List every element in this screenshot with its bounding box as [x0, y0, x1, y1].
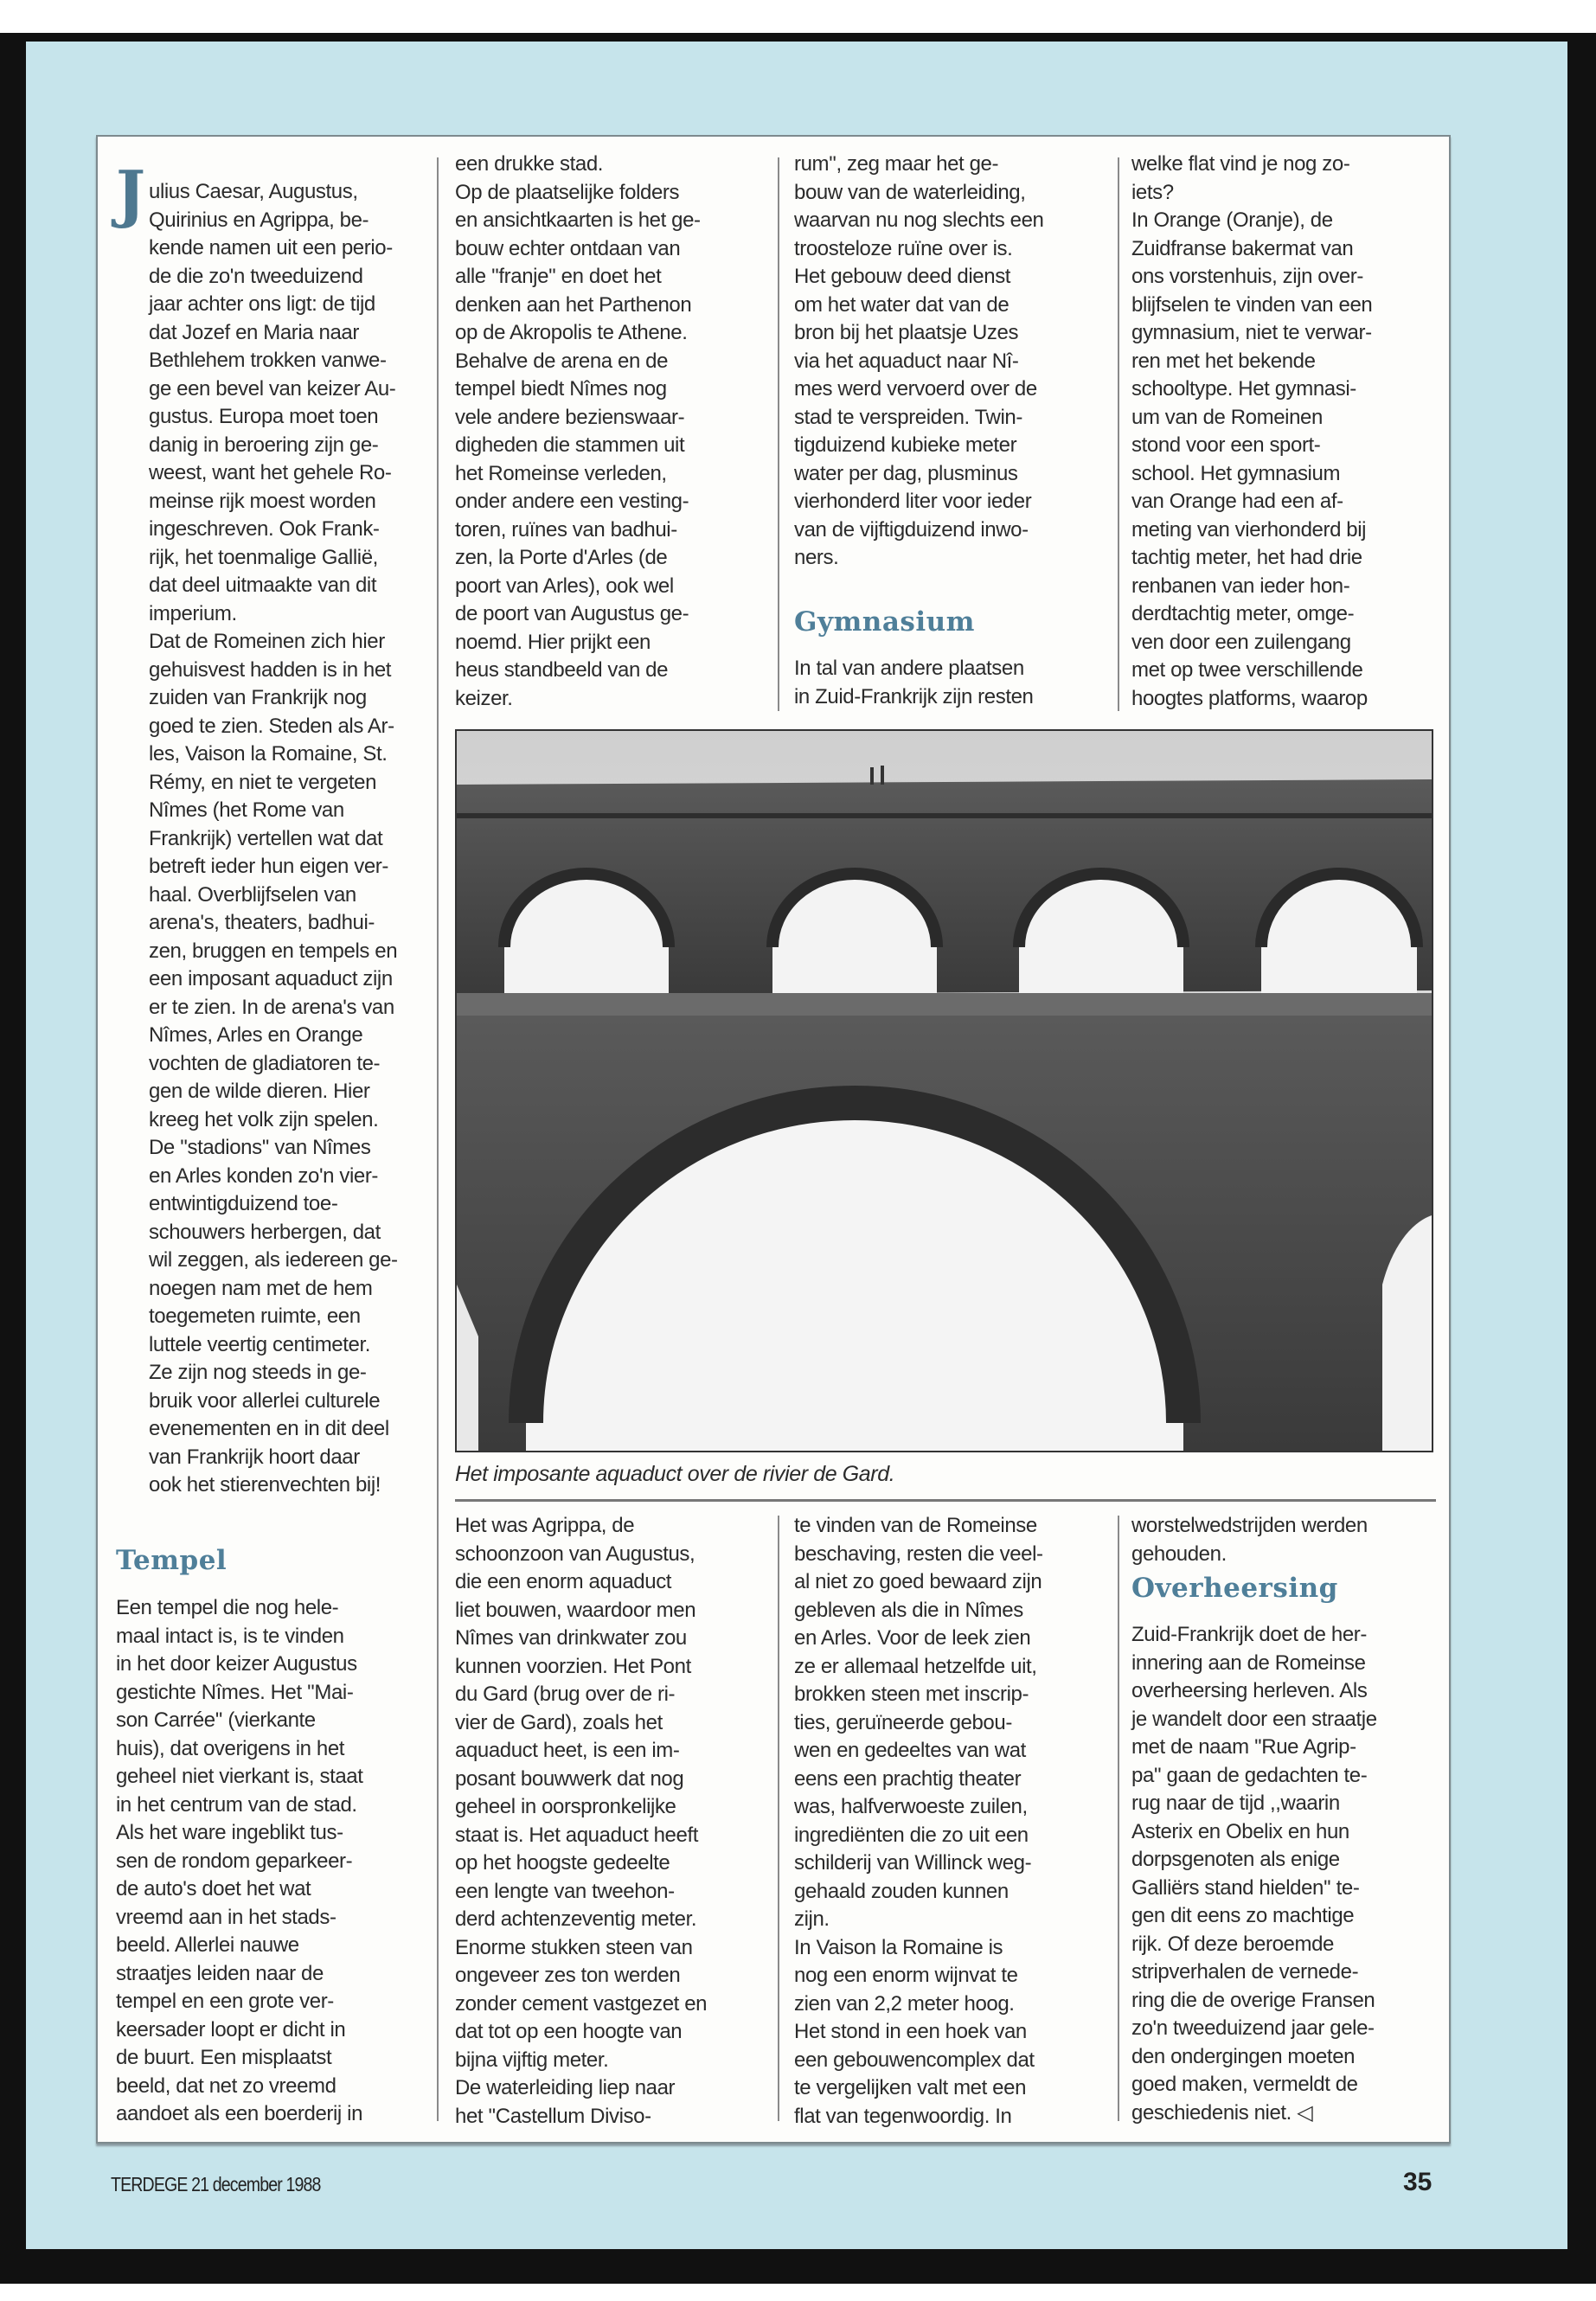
column-2-bottom-text: Het was Agrippa, de schoonzoon van Augustus, die een enorm aquaduct liet bouwen, waardoor men Nîmes van drinkwater zou kunnen voorzien. Het Pont du Gard (brug over de ri- vier de Gard), zoals het aquaduct heet, is een im- posant bouwwerk dat nog geheel in oorspronkelijke staat is. Het aquaduct heeft op het hoogste gedeelte een lengte van tweehon- derd achtenzeventig meter. Enorme stukken steen van ongeveer zes ton werden zonder cement vastgezet en dat tot op een hoogte van bijna vijftig meter. De waterleiding liep naar het ''Castellum Diviso-: [455, 1514, 708, 2128]
column-1-intro-text: ulius Caesar, Augustus, Quirinius en Agrippa, be- kende namen uit een perio- de die zo'n tweeduizend jaar achter ons ligt: de tijd dat Jozef en Maria naar Bethlehem trokken vanwe- ge een bevel van keizer Au- gustus. Europa moet toen danig in beroering zijn ge- weest, want het gehele Ro- meinse rijk moest worden ingeschreven. Ook Frank- rijk, het toenmalige Gallië, dat deel uitmaakte van dit imperium. Dat de Romeinen zich hier gehuisvest hadden is in het zuiden van Frankrijk nog goed te zien. Steden als Ar- les, Vaison la Romaine, St. Rémy, en niet te vergeten Nîmes (het Rome van Frankrijk) vertellen wat dat betreft ieder hun eigen ver- haal. Overblijfselen van arena's, theaters, badhui- zen, bruggen en tempels en een imposant aquaduct zijn er te zien. In de arena's van Nîmes, Arles en Orange vochten de gladiatoren te- gen de wilde dieren. Hier kreeg het volk zijn spelen. De ''stadions'' van Nîmes en Arles konden zo'n vier- entwintigduizend toe- schouwers herbergen, dat wil zeggen, als iedereen ge- noegen nam met de hem toegemeten ruimte, een luttele veertig centimeter. Ze zijn nog steeds in ge- bruik voor allerlei culturele evenementen en in dit deel van Frankrijk hoort daar ook het stierenvechten bij!: [149, 180, 398, 1497]
column-3-gymnasium-text: In tal van andere plaatsen in Zuid-Frankrijk zijn resten: [794, 657, 1034, 708]
scan-right-edge: [1567, 33, 1596, 2284]
drop-cap: J: [116, 157, 146, 230]
column-divider: [437, 157, 439, 2121]
heading-tempel: Tempel: [116, 1545, 228, 1576]
scan-bottom-edge: [0, 2249, 1596, 2284]
heading-overheersing: Overheersing: [1131, 1573, 1338, 1604]
column-divider: [1118, 157, 1119, 711]
page-number: 35: [1403, 2168, 1433, 2196]
scan-top-edge: [0, 33, 1596, 42]
pont-du-gard-image: [457, 731, 1432, 1451]
column-divider: [1118, 1516, 1119, 2121]
photo-caption: Het imposante aquaduct over de rivier de Gard.: [455, 1462, 895, 1486]
column-divider: [778, 1516, 779, 2121]
aqueduct-photo: [455, 729, 1433, 1452]
column-divider: [778, 157, 779, 711]
heading-gymnasium: Gymnasium: [794, 606, 975, 638]
column-4-overheersing-text: Zuid-Frankrijk doet de her- innering aan de Romeinse overheersing herleven. Als je wandelt door een straatje met de naam ''Rue Agrip- pa'' gaan de gedachten te- rug naar de tijd ,,waarin Asterix en Obelix en hun dorpsgenoten als enige Galliërs stand hielden'' te- gen dit eens zo machtige rijk. Of deze beroemde stripverhalen de vernede- ring die de overige Fransen zo'n tweeduizend jaar gele- den ondergingen moeten goed maken, vermeldt de geschiedenis niet. ◁: [1131, 1623, 1377, 2125]
caption-rule: [455, 1499, 1436, 1502]
column-1-tempel-text: Een tempel die nog hele- maal intact is, is te vinden in het door keizer Augustus gestichte Nîmes. Het ''Mai- son Carrée'' (vierkante huis), dat overigens in het geheel niet vierkant is, staat in het centrum van de stad. Als het ware ingeblikt tus- sen de rondom geparkeer- de auto's doet het wat vreemd aan in het stads- beeld. Allerlei nauwe straatjes leiden naar de tempel en een grote ver- keersader loopt er dicht in de buurt. Een misplaatst beeld, dat net zo vreemd aandoet als een boerderij in: [116, 1596, 363, 2125]
column-3-top-text: rum'', zeg maar het ge- bouw van de waterleiding, waarvan nu nog slechts een troosteloze ruïne over is. Het gebouw deed dienst om het water dat van de bron bij het plaatsje Uzes via het aquaduct naar Nî- mes werd vervoerd over de stad te verspreiden. Twin- tigduizend kubieke meter water per dag, plusminus vierhonderd liter voor ieder van de vijftigduizend inwo- ners.: [794, 152, 1044, 569]
publication-footer: TERDEGE 21 december 1988: [111, 2173, 321, 2195]
column-2-top-text: een drukke stad. Op de plaatselijke folders en ansichtkaarten is het ge- bouw echter ontdaan van alle ''franje'' en doet het denken aan het Parthenon op de Akropolis te Athene. Behalve de arena en de tempel biedt Nîmes nog vele andere bezienswaar- digheden die stammen uit het Romeinse verleden, onder andere een vesting- toren, ruïnes van badhui- zen, la Porte d'Arles (de poort van Arles), ook wel de poort van Augustus ge- noemd. Hier prijkt een heus standbeeld van de keizer.: [455, 152, 701, 710]
column-3-bottom-text: te vinden van de Romeinse beschaving, resten die veel- al niet zo goed bewaard zijn gebleven als die in Nîmes en Arles. Voor de leek zien ze er allemaal hetzelfde uit, brokken steen met inscrip- ties, geruïneerde gebou- wen en gedeeltes van wat eens een prachtig theater was, halfverwoeste zuilen, ingrediënten die zo uit een schilderij van Willinck weg- gehaald zouden kunnen zijn. In Vaison la Romaine is nog een enorm wijnvat te zien van 2,2 meter hoog. Het stond in een hoek van een gebouwencomplex dat te vergelijken valt met een flat van tegenwoordig. In: [794, 1514, 1043, 2128]
column-4-bottom-intro: worstelwedstrijden werden gehouden.: [1131, 1514, 1368, 1566]
column-4-top-text: welke flat vind je nog zo- iets? In Orange (Oranje), de Zuidfranse bakermat van ons vorstenhuis, zijn over- blijfselen te vinden van een gymnasium, niet te verwar- ren met het bekende schooltype. Het gymnasi- um van de Romeinen stond voor een sport- school. Het gymnasium van Orange had een af- meting van vierhonderd bij tachtig meter, het had drie renbanen van ieder hon- derdtachtig meter, omge- ven door een zuilengang met op twee verschillende hoogtes platforms, waarop: [1131, 152, 1373, 710]
scan-left-edge: [0, 33, 26, 2284]
